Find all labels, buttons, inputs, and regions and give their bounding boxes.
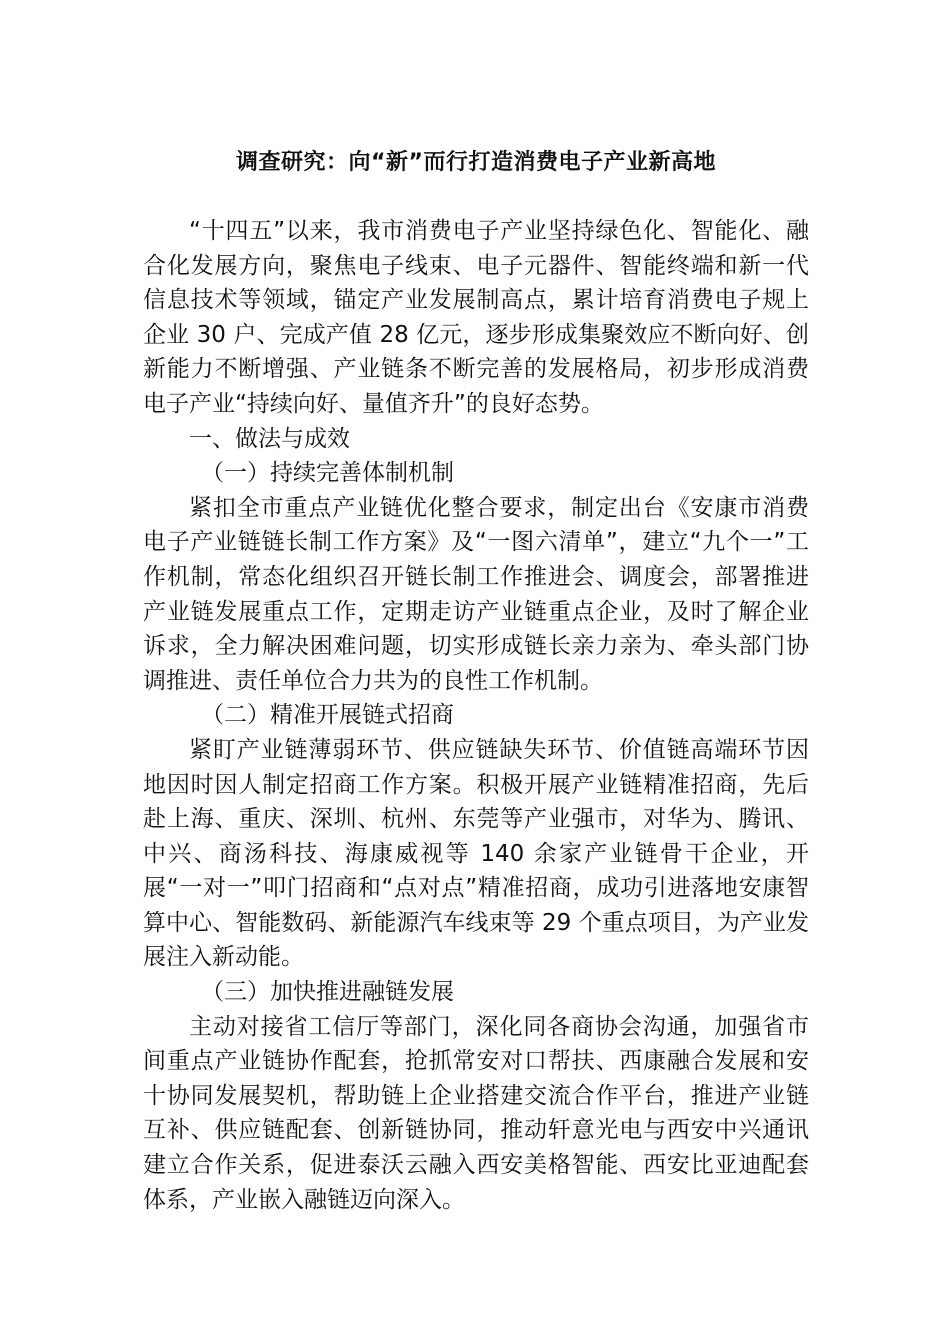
subsection-heading-2: （二）精准开展链式招商 bbox=[201, 702, 454, 729]
intro-paragraph: “十四五”以来，我市消费电子产业坚持绿色化、智能化、融合化发展方向，聚焦电子线束、电子元器件、智能终端和新一代信息技术等领域，锚定产业发展制高点，累计培育消费电子规上企业 30 户、完成产值 28 亿元，逐步形成集聚效应不断向好、创新能力不断增强、产业链条不断完善的发展格局，初步形成消费电子产业“持续向好、量值齐升”的良好态势。 bbox=[143, 218, 809, 417]
subsection-body-1: 紧扣全市重点产业链优化整合要求，制定出台《安康市消费电子产业链链长制工作方案》及“一图六清单”，建立“九个一”工作机制，常态化组织召开链长制工作推进会、调度会，部署推进产业链发展重点工作，定期走访产业链重点企业，及时了解企业诉求，全力解决困难问题，切实形成链长亲力亲为、牵头部门协调推进、责任单位合力共为的良性工作机制。 bbox=[143, 494, 809, 694]
subsection-heading-3: （三）加快推进融链发展 bbox=[201, 979, 454, 1006]
subsection-heading-1: （一）持续完善体制机制 bbox=[201, 460, 454, 487]
subsection-body-3: 主动对接省工信厅等部门，深化同各商协会沟通，加强省市间重点产业链协作配套，抢抓常安对口帮扶、西康融合发展和安十协同发展契机，帮助链上企业搭建交流合作平台，推进产业链互补、供应链配套、创新链协同，推动轩意光电与西安中兴通讯建立合作关系，促进泰沃云融入西安美格智能、西安比亚迪配套体系，产业嵌入融链迈向深入。 bbox=[143, 1013, 809, 1213]
subsection-body-2: 紧盯产业链薄弱环节、供应链缺失环节、价值链高端环节因地因时因人制定招商工作方案。积极开展产业链精准招商，先后赴上海、重庆、深圳、杭州、东莞等产业强市，对华为、腾讯、中兴、商汤科技、海康威视等 140 余家产业链骨干企业，开展“一对一”叩门招商和“点对点”精准招商，成功引进落地安康智算中心、智能数码、新能源汽车线束等 29 个重点项目，为产业发展注入新动能。 bbox=[143, 736, 809, 971]
section-heading-1: 一、做法与成效 bbox=[189, 425, 350, 452]
document-title: 调查研究：向“新”而行打造消费电子产业新高地 bbox=[236, 150, 716, 175]
document-page bbox=[143, 148, 809, 1217]
